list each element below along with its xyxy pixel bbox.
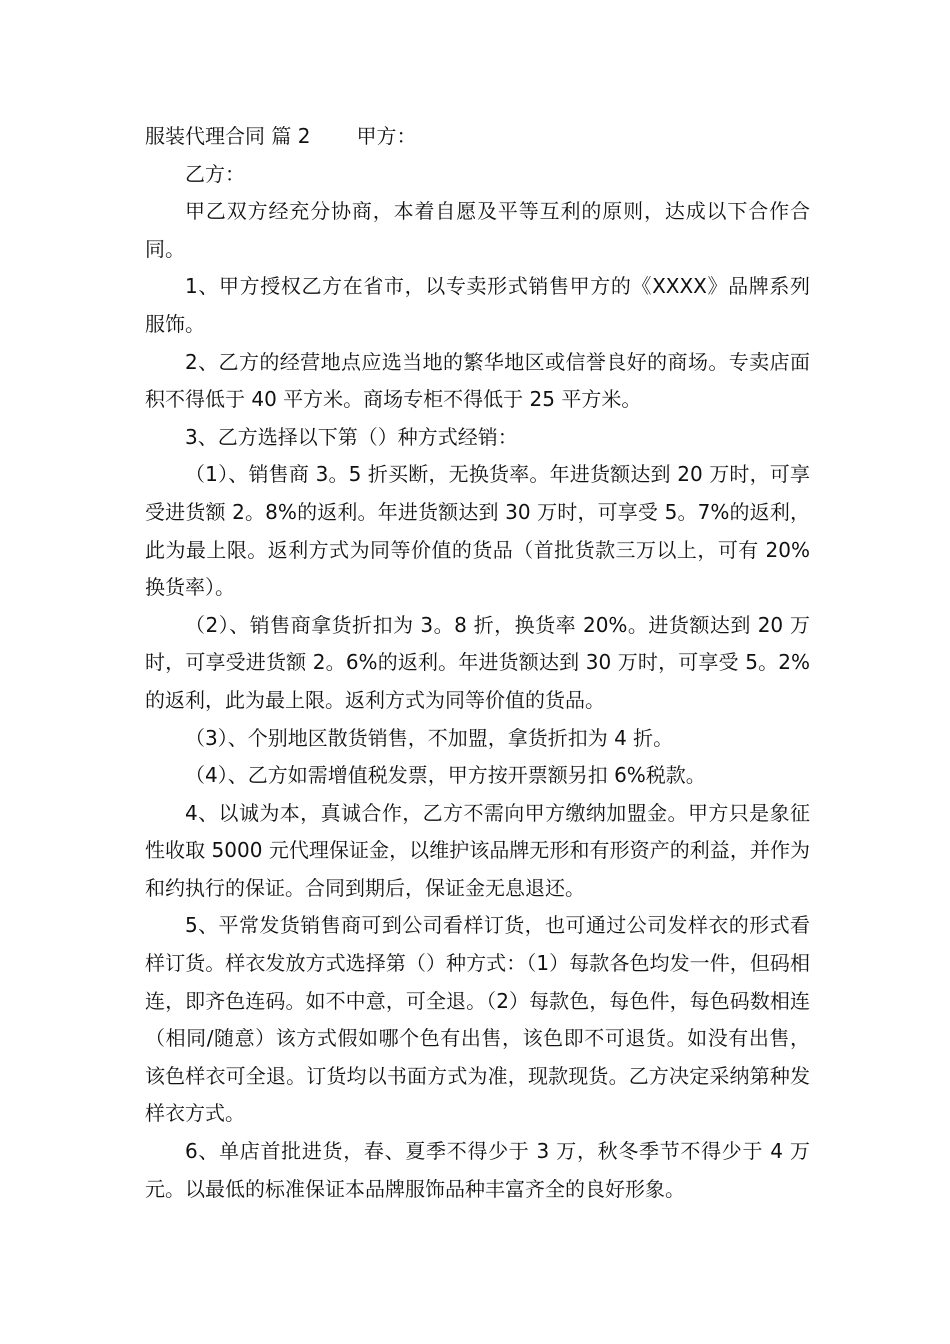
clause-3-option-3: （3）、个别地区散货销售，不加盟，拿货折扣为 4 折。 (185, 725, 674, 750)
title-line (145, 118, 810, 156)
clause-5: 5、平常发货销售商可到公司看样订货，也可通过公司发样衣的形式看样订货。样衣发放方式选择第（）种方式：（1）每款各色均发一件，但码相连，即齐色连码。如不中意，可全退。（2）每款色，每色件，每色码数相连（相同/随意）该方式假如哪个色有出售，该色即不可退货。如没有出售，该色样衣可全退。订货均以书面方式为准，现款现货。乙方决定采纳第种发样衣方式。 (145, 913, 810, 1126)
clause-3-option-4: （4）、乙方如需增值税发票，甲方按开票额另扣 6%税款。 (185, 763, 706, 788)
party-a-label: 甲方： (356, 124, 417, 148)
clause-3-option-1: （1）、销售商 3。5 折买断，无换货率。年进货额达到 20 万时，可享受进货额 2。8%的返利。年进货额达到 30 万时，可享受 5。7%的返利，此为最上限。返利方式为同等价值的货品（首批货款三万以上，可有 20%换货率）。 (145, 462, 810, 600)
clause-2: 2、乙方的经营地点应选当地的繁华地区或信誉良好的商场。专卖店面积不得低于 40 平方米。商场专柜不得低于 25 平方米。 (145, 349, 810, 412)
party-b-label: 乙方： (185, 161, 245, 186)
clause-3-option-2: （2）、销售商拿货折扣为 3。8 折，换货率 20%。进货额达到 20 万时，可享受进货额 2。6%的返利。年进货额达到 30 万时，可享受 5。2%的返利，此为最上限。返利方式为同等价值的货品。 (145, 612, 810, 712)
document-title: 服装代理合同 篇 2 (145, 124, 311, 148)
clause-1: 1、甲方授权乙方在省市，以专卖形式销售甲方的《XXXX》品牌系列服饰。 (145, 274, 810, 336)
preamble-paragraph: 甲乙双方经充分协商，本着自愿及平等互利的原则，达成以下合作合同。 (145, 199, 810, 261)
document-body (145, 118, 810, 1208)
clause-3: 3、乙方选择以下第（）种方式经销： (185, 424, 518, 449)
clause-6: 6、单店首批进货，春、夏季不得少于 3 万，秋冬季节不得少于 4 万元。以最低的标准保证本品牌服饰品种丰富齐全的良好形象。 (145, 1139, 810, 1201)
clause-4: 4、以诚为本，真诚合作，乙方不需向甲方缴纳加盟金。甲方只是象征性收取 5000 元代理保证金，以维护该品牌无形和有形资产的利益，并作为和约执行的保证。合同到期后，保证金无息退还。 (145, 800, 810, 900)
